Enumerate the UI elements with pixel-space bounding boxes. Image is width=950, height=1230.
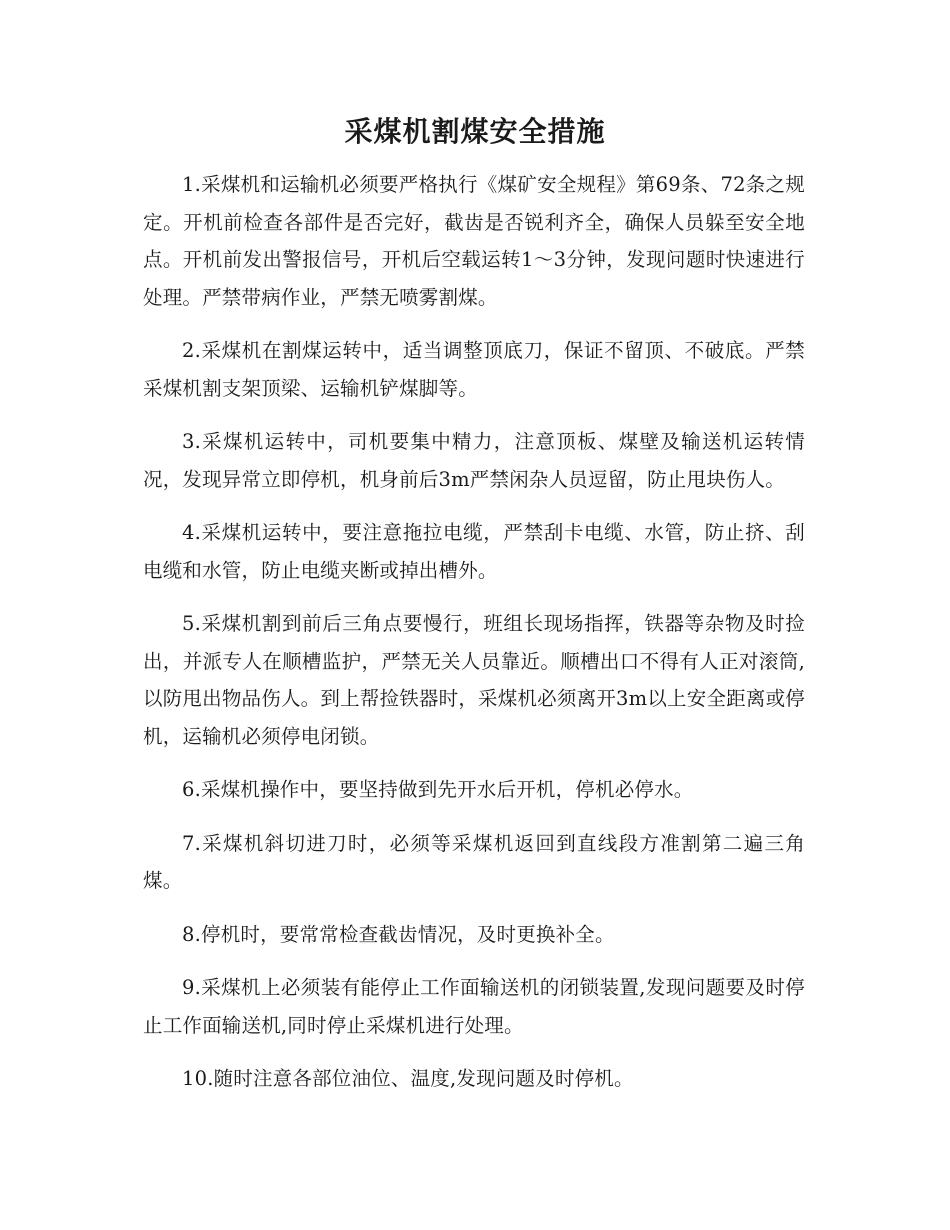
- paragraph-1: 1.采煤机和运输机必须要严格执行《煤矿安全规程》第69条、72条之规定。开机前检查各部件是否完好，截齿是否锐利齐全，确保人员躲至安全地点。开机前发出警报信号，开机后空载运转1～3分钟，发现问题时快速进行处理。严禁带病作业，严禁无喷雾割煤。: [143, 173, 805, 309]
- paragraph-2: 2.采煤机在割煤运转中，适当调整顶底刀，保证不留顶、不破底。严禁采煤机割支架顶梁、运输机铲煤脚等。: [143, 339, 805, 400]
- paragraph-3: 3.采煤机运转中，司机要集中精力，注意顶板、煤壁及输送机运转情况，发现异常立即停机，机身前后3m严禁闲杂人员逗留，防止甩块伤人。: [143, 430, 805, 491]
- paragraph-6: 6.采煤机操作中，要坚持做到先开水后开机，停机必停水。: [182, 778, 694, 801]
- paragraph-10: 10.随时注意各部位油位、温度,发现问题及时停机。: [182, 1067, 634, 1090]
- paragraph-9: 9.采煤机上必须装有能停止工作面输送机的闭锁装置,发现问题要及时停止工作面输送机,同时停止采煤机进行处理。: [143, 976, 805, 1037]
- paragraph-4: 4.采煤机运转中，要注意拖拉电缆，严禁刮卡电缆、水管，防止挤、刮电缆和水管，防止电缆夹断或掉出槽外。: [143, 521, 805, 582]
- paragraph-7: 7.采煤机斜切进刀时，必须等采煤机返回到直线段方准割第二遍三角煤。: [143, 831, 805, 892]
- document-title: 采煤机割煤安全措施: [344, 115, 606, 148]
- paragraph-8: 8.停机时，要常常检查截齿情况，及时更换补全。: [182, 922, 615, 946]
- document-body: [143, 166, 805, 1114]
- paragraph-5: 5.采煤机割到前后三角点要慢行，班组长现场指挥，铁器等杂物及时捡出，并派专人在顺槽监护，严禁无关人员靠近。顺槽出口不得有人正对滚筒,以防甩出物品伤人。到上帮捡铁器时，采煤机必须离开3m以上安全距离或停机，运输机必须停电闭锁。: [143, 612, 805, 748]
